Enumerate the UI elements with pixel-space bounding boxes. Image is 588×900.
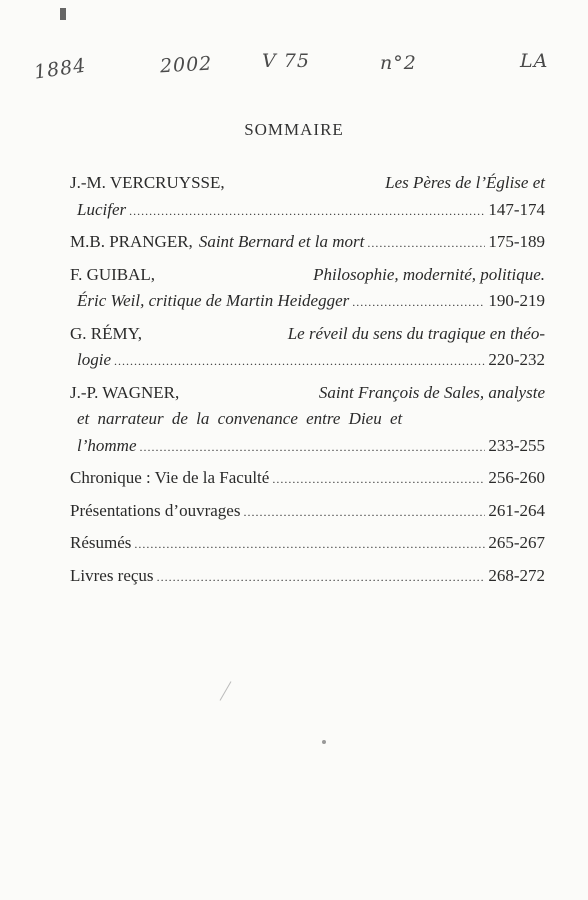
toc-entry xyxy=(70,498,545,526)
dot-leader xyxy=(243,499,485,526)
toc-article-title: Les Pères de l’Église et xyxy=(385,173,545,192)
toc-article-title: logie xyxy=(77,350,111,369)
toc-article-title: Saint Bernard et la mort xyxy=(198,232,365,251)
toc-line xyxy=(70,563,545,591)
toc-article-title: et narrateur de la convenance entre Dieu et xyxy=(77,409,403,428)
toc-pages: 265-267 xyxy=(488,533,545,552)
toc-entry xyxy=(70,321,545,375)
dot-leader xyxy=(114,348,485,375)
toc-entry xyxy=(70,262,545,316)
toc-line xyxy=(70,321,545,348)
handwritten-note-3: V 75 xyxy=(262,50,310,72)
dot-leader xyxy=(367,230,485,257)
toc-line xyxy=(70,229,545,257)
toc-entry xyxy=(70,229,545,257)
toc-author: G. RÉMY, xyxy=(70,323,142,343)
toc-line xyxy=(70,262,545,289)
toc-pages: 190-219 xyxy=(488,291,545,310)
toc-line xyxy=(70,197,545,225)
handwritten-note-5: LA xyxy=(520,50,549,72)
handwritten-note-2: 2002 xyxy=(159,52,213,78)
toc-section-title: Résumés xyxy=(70,533,132,552)
page-title: SOMMAIRE xyxy=(244,120,344,139)
toc-author: M.B. PRANGER, xyxy=(70,232,193,251)
toc-entry xyxy=(70,465,545,493)
toc-section-title: Livres reçus xyxy=(70,565,154,585)
toc-author: J.-P. WAGNER, xyxy=(70,382,180,402)
toc-line xyxy=(70,288,545,316)
dot-leader xyxy=(134,531,485,558)
toc-line xyxy=(70,498,545,526)
scan-speck xyxy=(220,681,232,701)
toc-entry xyxy=(70,563,545,591)
toc-pages: 175-189 xyxy=(488,232,545,251)
dot-leader xyxy=(129,198,485,225)
handwritten-note-1: 1884 xyxy=(32,54,88,84)
toc-pages: 233-255 xyxy=(488,435,545,455)
toc-article-title: Éric Weil, critique de Martin Heidegger xyxy=(77,291,350,310)
toc-author: J.-M. VERCRUYSSE, xyxy=(70,173,225,192)
toc-article-title: Saint François de Sales, analyste xyxy=(318,382,545,402)
scan-speck xyxy=(60,8,66,20)
toc-article-title: Philosophie, modernité, politique. xyxy=(313,264,545,284)
toc-pages: 256-260 xyxy=(488,468,545,487)
toc-line xyxy=(70,465,545,493)
toc-line xyxy=(70,347,545,375)
toc-pages: 147-174 xyxy=(488,199,545,219)
dot-leader xyxy=(139,434,485,461)
toc-pages: 261-264 xyxy=(488,500,545,520)
toc-article-title: Lucifer xyxy=(77,199,127,219)
toc-line xyxy=(70,170,545,197)
dot-leader xyxy=(157,564,486,591)
scan-speck xyxy=(322,740,326,744)
toc-entry xyxy=(70,530,545,558)
toc-line xyxy=(70,406,545,433)
toc-line xyxy=(70,530,545,558)
table-of-contents xyxy=(70,170,545,595)
toc-section-title: Présentations d’ouvrages xyxy=(70,500,241,520)
toc-article-title: Le réveil du sens du tragique en théo- xyxy=(287,323,545,343)
dot-leader xyxy=(352,289,485,316)
handwritten-note-4: n°2 xyxy=(380,52,417,74)
toc-line xyxy=(70,433,545,461)
dot-leader xyxy=(272,466,485,493)
toc-line xyxy=(70,380,545,407)
toc-article-title: l’homme xyxy=(77,435,137,455)
toc-pages: 220-232 xyxy=(488,350,545,369)
toc-author: F. GUIBAL, xyxy=(70,264,156,284)
toc-pages: 268-272 xyxy=(488,565,545,585)
toc-entry xyxy=(70,170,545,224)
toc-entry xyxy=(70,380,545,461)
toc-section-title: Chronique : Vie de la Faculté xyxy=(70,468,270,487)
